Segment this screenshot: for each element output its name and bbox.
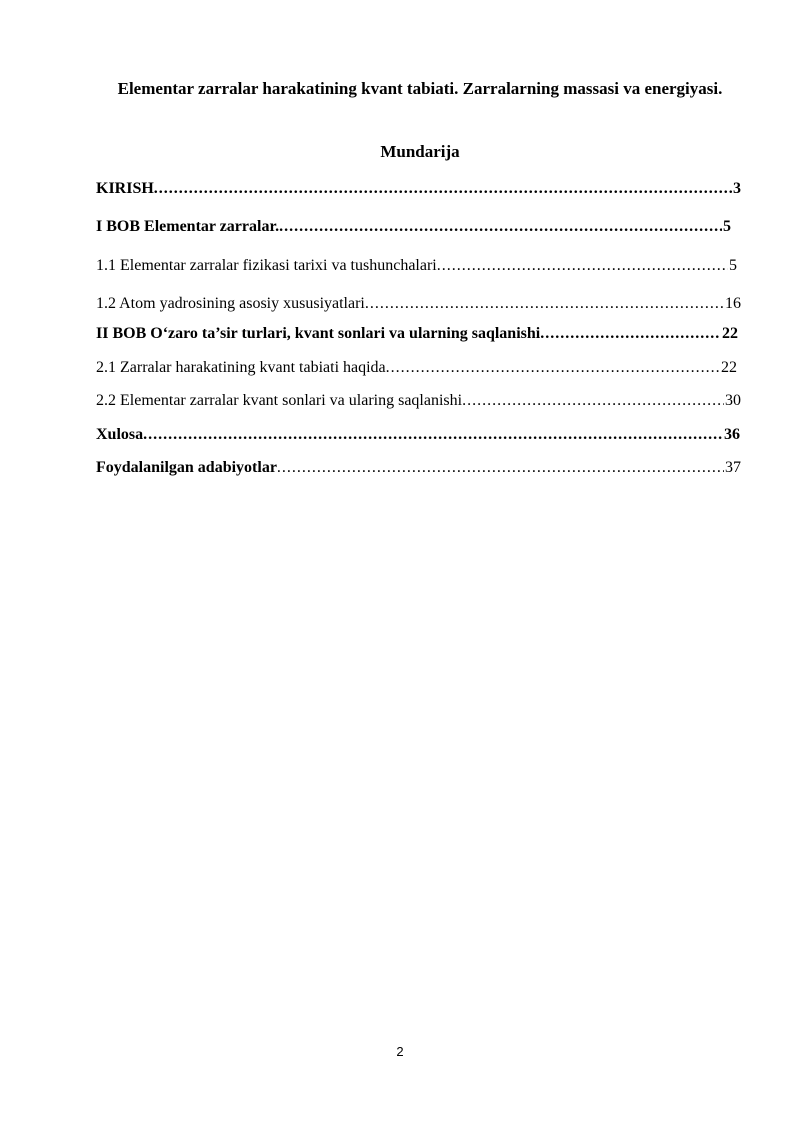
- toc-entry-page: 36: [724, 426, 740, 443]
- toc-entry-label: KIRISH: [96, 180, 154, 197]
- toc-entry-section-2-1[interactable]: [96, 357, 741, 379]
- toc-entry-chapter-2[interactable]: [96, 323, 741, 345]
- toc-entry-kirish[interactable]: [96, 178, 741, 200]
- page-number: 2: [396, 1044, 404, 1059]
- toc-dot-leader: [540, 323, 721, 345]
- toc-entry-xulosa[interactable]: [96, 424, 741, 446]
- toc-entry-page: 5: [723, 218, 731, 235]
- toc-entry-label: I BOB Elementar zarralar.: [96, 218, 280, 235]
- toc-entry-chapter-1[interactable]: [96, 216, 741, 238]
- contents-heading: Mundarija: [380, 142, 460, 161]
- toc-entry-label: 1.1 Elementar zarralar fizikasi tarixi va tushunchalari: [96, 257, 437, 274]
- toc-entry-section-1-2[interactable]: [96, 293, 741, 315]
- toc-entry-label: Xulosa: [96, 426, 144, 443]
- toc-entry-bibliography[interactable]: [96, 457, 741, 479]
- toc-dot-leader: [462, 390, 724, 412]
- toc-entry-page: 22: [721, 359, 737, 376]
- toc-entry-label: 2.1 Zarralar harakatining kvant tabiati haqida: [96, 359, 386, 376]
- toc-dot-leader: [277, 457, 724, 479]
- toc-entry-label: Foydalanilgan adabiyotlar: [96, 459, 277, 476]
- toc-dot-leader: [437, 255, 728, 277]
- toc-entry-page: 37: [725, 459, 741, 476]
- toc-entry-page: 22: [722, 325, 738, 342]
- toc-dot-leader: [365, 293, 724, 315]
- toc-entry-label: II BOB Oʻzaro ta’sir turlari, kvant sonlari va ularning saqlanishi: [96, 325, 541, 342]
- toc-dot-leader: [386, 357, 720, 379]
- toc-dot-leader: [279, 216, 722, 238]
- toc-entry-page: 30: [725, 392, 741, 409]
- toc-dot-leader: [154, 178, 732, 200]
- toc-dot-leader: [143, 424, 723, 446]
- toc-entry-page: 3: [733, 180, 741, 197]
- toc-entry-label: 2.2 Elementar zarralar kvant sonlari va ularing saqlanishi: [96, 392, 463, 409]
- document-title: Elementar zarralar harakatining kvant tabiati. Zarralarning massasi va energiyasi.: [117, 79, 723, 98]
- toc-entry-section-1-1[interactable]: [96, 255, 741, 277]
- toc-entry-section-2-2[interactable]: [96, 390, 741, 412]
- toc-entry-label: 1.2 Atom yadrosining asosiy xususiyatlari: [96, 295, 365, 312]
- toc-entry-page: 16: [725, 295, 741, 312]
- toc-entry-page: 5: [729, 257, 737, 274]
